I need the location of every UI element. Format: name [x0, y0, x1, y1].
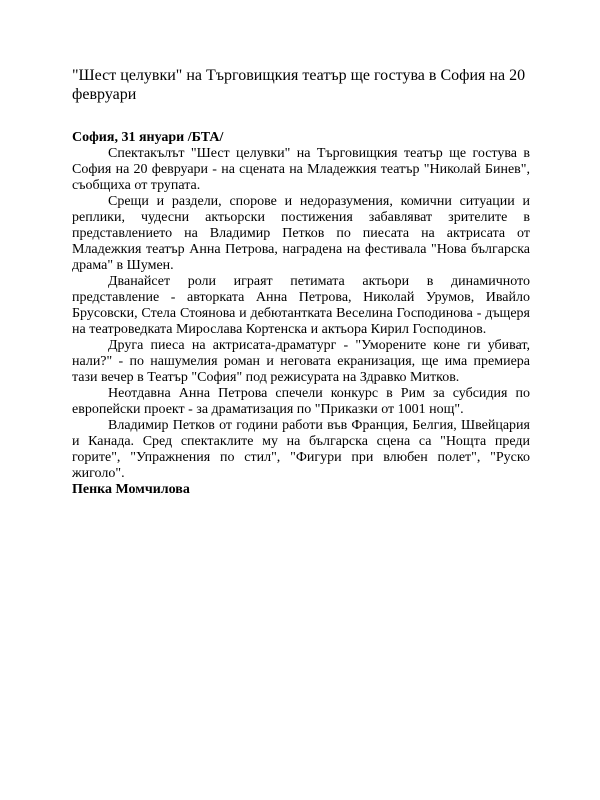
article-author: Пенка Момчилова — [72, 482, 190, 497]
article-body — [72, 130, 530, 498]
article-paragraph-5: Неотдавна Анна Петрова спечели конкурс в Рим за субсидия по европейски проект - за драматизация по "Приказки от 1001 нощ". — [72, 386, 530, 417]
article-paragraph-2: Срещи и раздели, спорове и недоразумения, комични ситуации и реплики, чудесни актьорски постижения забавляват зрителите в представлението на Владимир Петков по пиесата на актрисата от Младежкия театър Анна Петрова, наградена на фестивала "Нова българска драма" в Шумен. — [72, 194, 530, 273]
article-title: "Шест целувки" на Търговищкия театър ще гостува в София на 20 февруари — [72, 67, 526, 103]
article-paragraph-3: Дванайсет роли играят петимата актьори в динамичното представление - авторката Анна Петрова, Николай Урумов, Ивайло Брусовски, Стела Стоянова и дебютантката Веселина Господинова - дъщеря на театроведката Мирослава Кортенска и актьора Кирил Господинов. — [72, 274, 530, 337]
article-dateline: София, 31 януари /БТА/ — [72, 130, 224, 145]
article-paragraph-6: Владимир Петков от години работи във Франция, Белгия, Швейцария и Канада. Сред спектаклите му на българска сцена са "Нощта преди горите", "Упражнения по стил", "Фигури при влюбен полет", "Руско жиголо". — [72, 418, 530, 481]
article-paragraph-4: Друга пиеса на актрисата-драматург - "Уморените коне ги убиват, нали?" - по нашумелия роман и неговата екранизация, ще има премиера тази вечер в Театър "София" под режисурата на Здравко Митков. — [72, 338, 530, 385]
article-paragraph-1: Спектакълът "Шест целувки" на Търговищкия театър ще гостува в София на 20 февруари - на сцената на Младежкия театър "Николай Бинев", съобщиха от трупата. — [72, 146, 530, 193]
